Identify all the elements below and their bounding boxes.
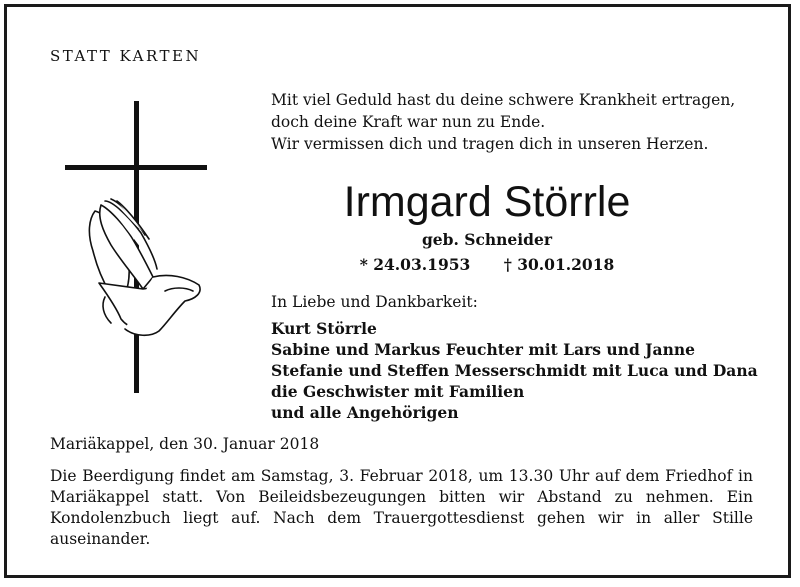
mourner-line: Kurt Störrle (271, 319, 377, 338)
mourner-line: Sabine und Markus Feuchter mit Lars und Janne (271, 340, 695, 359)
mourner-line: und alle Angehörigen (271, 403, 459, 422)
poem-line: Wir vermissen dich und tragen dich in unseren Herzen. (271, 135, 709, 153)
poem-line: doch deine Kraft war nun zu Ende. (271, 113, 546, 131)
funeral-details: Die Beerdigung findet am Samstag, 3. Februar 2018, um 13.30 Uhr auf dem Friedhof in Mariäkappel statt. Von Beileidsbezeugungen bitten wir Abstand zu nehmen. Ein Kondolenzbuch liegt auf. Nach dem Trauergottesdienst gehen wir in aller Stille auseinander. (50, 467, 753, 548)
mourners-intro: In Liebe und Dankbarkeit: (271, 293, 478, 311)
mourner-line: Stefanie und Steffen Messerschmidt mit Luca und Dana (271, 361, 758, 380)
mourner-line: die Geschwister mit Familien (271, 382, 525, 401)
life-dates (271, 255, 703, 274)
birth-date: * 24.03.1953 (359, 255, 471, 274)
obituary-card (4, 4, 791, 578)
statt-karten-heading: STATT KARTEN (50, 47, 202, 65)
cross-with-praying-hands-icon (65, 101, 207, 393)
place-date: Mariäkappel, den 30. Januar 2018 (50, 435, 320, 453)
deceased-name: Irmgard Störrle (343, 178, 631, 226)
death-date: † 30.01.2018 (503, 255, 615, 274)
mourners-list (271, 318, 771, 423)
poem-line: Mit viel Geduld hast du deine schwere Krankheit ertragen, (271, 91, 736, 109)
born-name: geb. Schneider (421, 230, 553, 249)
poem-text (271, 89, 771, 155)
